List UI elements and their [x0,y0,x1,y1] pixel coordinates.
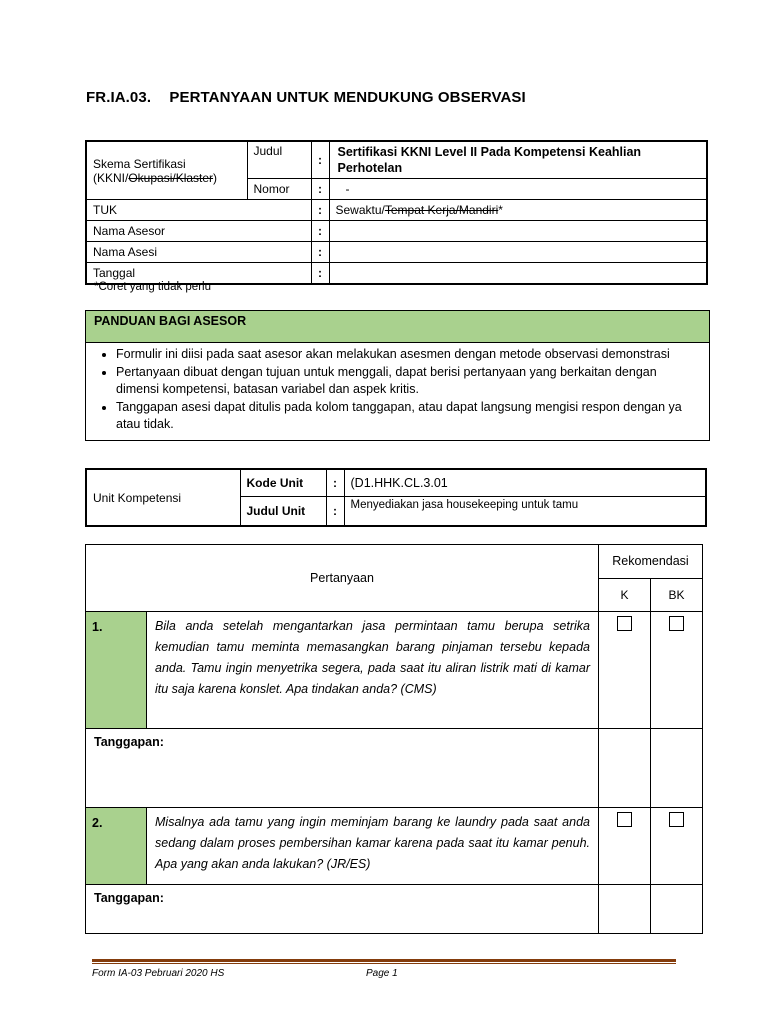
tuk-struck: Tempat Kerja/Mandiri [384,203,499,217]
guide-item: • Formulir ini diisi pada saat asesor akan melakukan asesmen dengan metode observasi demonstrasi [116,346,699,364]
tuk-value[interactable] [329,200,707,221]
scheme-table [85,140,708,285]
judul-value[interactable]: Sertifikasi KKNI Level II Pada Kompetensi Keahlian Perhotelan [329,141,707,179]
tanggal-value[interactable] [329,263,707,285]
bk-checkbox[interactable] [669,616,684,631]
response-label[interactable]: Tanggapan: [86,885,599,934]
guide-heading: PANDUAN BAGI ASESOR [86,311,709,343]
scheme-label-line1: Skema Sertifikasi [93,156,186,171]
footer-rule-thin [92,963,676,964]
response-bk-cell [651,885,703,934]
questions-table [85,544,703,934]
questions-header: Pertanyaan [86,545,599,612]
guide-item: • Tanggapan asesi dapat ditulis pada kolom tanggapan, atau dapat langsung mengisi respon dengan ya atau tidak. [116,399,699,434]
form-title: PERTANYAAN UNTUK MENDUKUNG OBSERVASI [169,89,526,106]
unit-table [85,468,707,527]
k-checkbox[interactable] [617,812,632,827]
colon: : [326,469,344,497]
tuk-label: TUK [86,200,311,221]
scheme-row-judul [86,141,707,179]
question-text: Misalnya ada tamu yang ingin meminjam barang ke laundry pada saat anda sedang dalam proses pembersihan kamar karena pada saat itu kamar penuh. Apa yang akan anda lakukan? (JR/ES) [147,808,599,885]
response-row [86,729,703,808]
colon: : [311,221,329,242]
asesi-row [86,242,707,263]
tanggal-label: Tanggal [86,263,311,285]
scheme-label-prefix: (KKNI/ [93,170,129,185]
k-cell [599,612,651,729]
response-k-cell [599,885,651,934]
kode-unit-value[interactable]: (D1.HHK.CL.3.01 [344,469,706,497]
k-header: K [599,578,651,612]
colon: : [311,141,329,179]
question-text: Bila anda setelah mengantarkan jasa permintaan tamu berupa setrika kemudian tamu meminta memasangkan barang pinjaman tersebu kepada anda. Tamu ingin menyetrika segera, pada saat itu aliran listrik mati di kamar itu saja karena konslet. Apa tindakan anda? (CMS) [147,612,599,729]
tuk-row [86,200,707,221]
response-label[interactable]: Tanggapan: [86,729,599,808]
judul-unit-value[interactable]: Menyediakan jasa housekeeping untuk tamu [344,497,706,527]
question-number: 2. [86,808,147,885]
nomor-label: Nomor [247,179,311,200]
page-title [86,89,526,106]
bk-checkbox[interactable] [669,812,684,827]
response-row [86,885,703,934]
asesi-label: Nama Asesi [86,242,311,263]
colon: : [326,497,344,527]
kode-unit-label: Kode Unit [240,469,326,497]
question-row [86,808,703,885]
colon: : [311,179,329,200]
asesi-value[interactable] [329,242,707,263]
question-number: 1. [86,612,147,729]
k-cell [599,808,651,885]
bk-cell [651,612,703,729]
guide-item: • Pertanyaan dibuat dengan tujuan untuk menggali, dapat berisi pertanyaan yang berkaitan dengan dimensi kompetensi, batasan variabel dan aspek kritis. [116,364,699,399]
assessor-guide [85,310,710,441]
asesor-label: Nama Asesor [86,221,311,242]
bk-cell [651,808,703,885]
nomor-value[interactable]: - [329,179,707,200]
scheme-label-line2 [93,171,241,185]
judul-unit-label: Judul Unit [240,497,326,527]
header-row [86,545,703,579]
k-checkbox[interactable] [617,616,632,631]
bk-header: BK [651,578,703,612]
footer-rule [92,959,676,962]
footer-page: Page 1 [366,968,398,979]
guide-list [86,343,709,440]
footer-form: Form IA-03 Pebruari 2020 HS [92,968,225,979]
scheme-label [86,141,247,200]
judul-label: Judul [247,141,311,179]
tuk-suffix: * [498,203,503,217]
scheme-label-struck: Okupasi/Klaster [128,170,214,185]
strike-note: *Coret yang tidak perlu [94,281,211,293]
question-row [86,612,703,729]
form-code: FR.IA.03. [86,89,152,106]
scheme-label-suffix: ) [213,170,218,185]
response-k-cell [599,729,651,808]
colon: : [311,242,329,263]
rekomendasi-header: Rekomendasi [599,545,703,579]
asesor-value[interactable] [329,221,707,242]
colon: : [311,263,329,285]
tuk-prefix: Sewaktu/ [335,203,385,217]
response-bk-cell [651,729,703,808]
asesor-row [86,221,707,242]
unit-label: Unit Kompetensi [86,469,240,526]
colon: : [311,200,329,221]
